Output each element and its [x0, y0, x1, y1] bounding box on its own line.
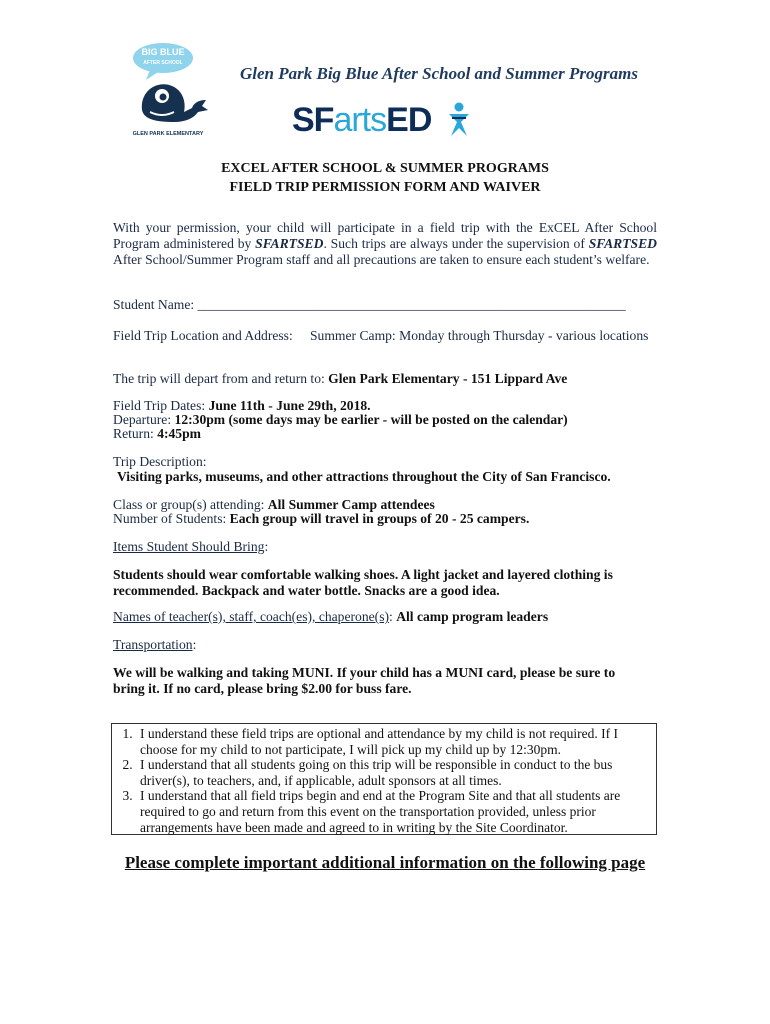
- logo-caption: GLEN PARK ELEMENTARY: [132, 131, 204, 137]
- transport-value: We will be walking and taking MUNI. If your child has a MUNI card, please be sure to bring it. If no card, please bring $2.00 for buss fare.: [113, 665, 616, 696]
- sfartsed-logo: [292, 100, 431, 140]
- agreement-item: 2. I understand that all students going on this trip will be responsible in conduct to the bus driver(s), to teachers, and, if applicable, adult sponsors at all times.: [136, 757, 646, 788]
- agreement-item: 1. I understand these field trips are optional and attendance by my child is not required. If I choose for my child to not participate, I will pick up my child up by 12:30pm.: [136, 726, 646, 757]
- bring-value: Students should wear comfortable walking shoes. A light jacket and layered clothing is recommended. Backpack and water bottle. Snacks are a good idea.: [113, 567, 613, 598]
- footer-notice: Please complete important additional information on the following page: [124, 853, 646, 872]
- figure-icon: [447, 102, 471, 143]
- intro-text-2: . Such trips are always under the supervision of: [323, 235, 589, 251]
- agreement-item: 3. I understand that all field trips begin and end at the Program Site and that all students are required to go and return from this event on the transportation provided, unless prior arrangements have been made and agreed to in writing by the Site Coordinator.: [136, 788, 646, 835]
- departure-value: 12:30pm (some days may be earlier - will be posted on the calendar): [174, 412, 568, 427]
- description-label: Trip Description:: [113, 454, 207, 469]
- chaperone-line: [113, 609, 548, 625]
- chaperone-value: All camp program leaders: [396, 609, 549, 624]
- page-title: Glen Park Big Blue After School and Summer Programs: [240, 64, 638, 83]
- departure-label: Departure:: [113, 412, 175, 427]
- transport-colon: :: [192, 637, 197, 652]
- return-line: [113, 426, 201, 442]
- agreement-list: [112, 724, 656, 835]
- intro-text-1: With your permission, your child will participate in a field trip with the ExCEL After School Program administered by: [113, 220, 657, 251]
- transport-line: [113, 637, 196, 653]
- intro-org-2: SFARTSED: [588, 235, 657, 251]
- bring-label: Items Student Should Bring: [113, 539, 265, 554]
- brand-arts: arts: [333, 101, 387, 139]
- class-label: Class or group(s) attending:: [113, 497, 268, 512]
- brand-sf: SF: [292, 101, 334, 139]
- location-label: Field Trip Location and Address:: [113, 328, 293, 343]
- big-blue-logo: [128, 38, 228, 140]
- student-name-blank[interactable]: _______________________________________________________________: [197, 297, 626, 312]
- description-value: Visiting parks, museums, and other attractions throughout the City of San Francisco.: [117, 469, 611, 484]
- return-value: 4:45pm: [157, 426, 201, 441]
- dates-label: Field Trip Dates:: [113, 398, 209, 413]
- depart-value: Glen Park Elementary - 151 Lippard Ave: [328, 371, 568, 386]
- depart-line: [113, 371, 567, 387]
- number-line: [113, 511, 529, 527]
- class-value: All Summer Camp attendees: [267, 497, 435, 512]
- student-name-field[interactable]: [113, 297, 626, 313]
- heading-programs: EXCEL AFTER SCHOOL & SUMMER PROGRAMS: [221, 161, 549, 176]
- number-value: Each group will travel in groups of 20 - 25 campers.: [229, 511, 530, 526]
- logo-line1: BIG BLUE: [141, 47, 185, 57]
- whale-icon: [128, 38, 228, 140]
- heading-form: FIELD TRIP PERMISSION FORM AND WAIVER: [229, 180, 541, 195]
- intro-text-3: After School/Summer Program staff and all precautions are taken to ensure each student’s welfare.: [113, 251, 650, 267]
- chaperone-colon: :: [389, 609, 397, 624]
- intro-paragraph: [113, 220, 657, 267]
- dates-value: June 11th - June 29th, 2018.: [208, 398, 371, 413]
- chaperone-label: Names of teacher(s), staff, coach(es), chaperone(s): [113, 609, 390, 624]
- transport-label: Transportation: [113, 637, 193, 652]
- return-label: Return:: [113, 426, 158, 441]
- logo-line2: AFTER SCHOOL: [143, 60, 183, 66]
- student-name-label: Student Name:: [113, 297, 198, 312]
- number-label: Number of Students:: [113, 511, 230, 526]
- location-value: Summer Camp: Monday through Thursday - various locations: [310, 328, 649, 343]
- bring-line: [113, 539, 268, 555]
- brand-ed: ED: [386, 101, 432, 139]
- agreement-box: [111, 723, 657, 835]
- intro-org-1: SFARTSED: [255, 235, 324, 251]
- bring-colon: :: [264, 539, 269, 554]
- depart-label: The trip will depart from and return to:: [113, 371, 329, 386]
